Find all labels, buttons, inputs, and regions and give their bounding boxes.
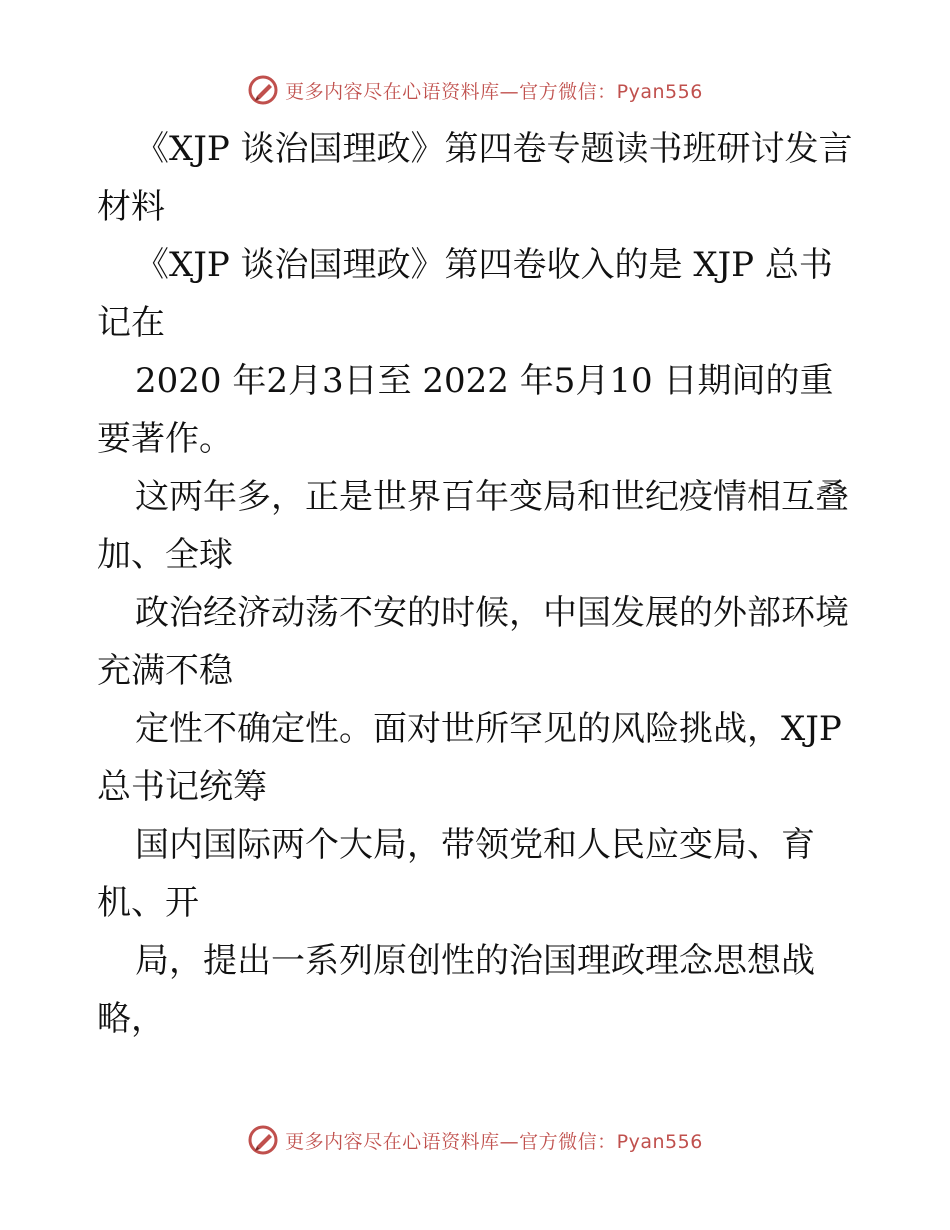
text-line: 机、开 <box>97 883 199 923</box>
text-line: 略， <box>97 999 165 1039</box>
text-line: 要著作。 <box>97 419 233 459</box>
text-line: 加、全球 <box>97 535 233 575</box>
footer-watermark-banner <box>0 1120 950 1160</box>
pen-logo-icon <box>247 1124 279 1156</box>
text-line: 2020 年2月3日至 2022 年5月10 日期间的重 <box>135 361 834 401</box>
text-line: 政治经济动荡不安的时候，中国发展的外部环境 <box>135 593 849 633</box>
text-line: 《XJP 谈治国理政》第四卷专题读书班研讨发言 <box>135 129 853 169</box>
text-line: 这两年多，正是世界百年变局和世纪疫情相互叠 <box>135 477 849 517</box>
document-body <box>97 120 857 1048</box>
header-watermark-text: 更多内容尽在心语资料库—官方微信：Pyan556 <box>285 80 703 103</box>
text-line: 记在 <box>97 303 165 343</box>
footer-watermark-text: 更多内容尽在心语资料库—官方微信：Pyan556 <box>285 1130 703 1153</box>
text-line: 定性不确定性。面对世所罕见的风险挑战，XJP <box>135 709 842 749</box>
text-line: 材料 <box>97 187 165 227</box>
text-line: 《XJP 谈治国理政》第四卷收入的是 XJP 总书 <box>135 245 833 285</box>
pen-logo-icon <box>247 74 279 106</box>
text-line: 局，提出一系列原创性的治国理政理念思想战 <box>135 941 815 981</box>
header-watermark-banner <box>0 70 950 110</box>
text-line: 国内国际两个大局，带领党和人民应变局、育 <box>135 825 815 865</box>
text-line: 总书记统筹 <box>97 767 267 807</box>
text-line: 充满不稳 <box>97 651 233 691</box>
